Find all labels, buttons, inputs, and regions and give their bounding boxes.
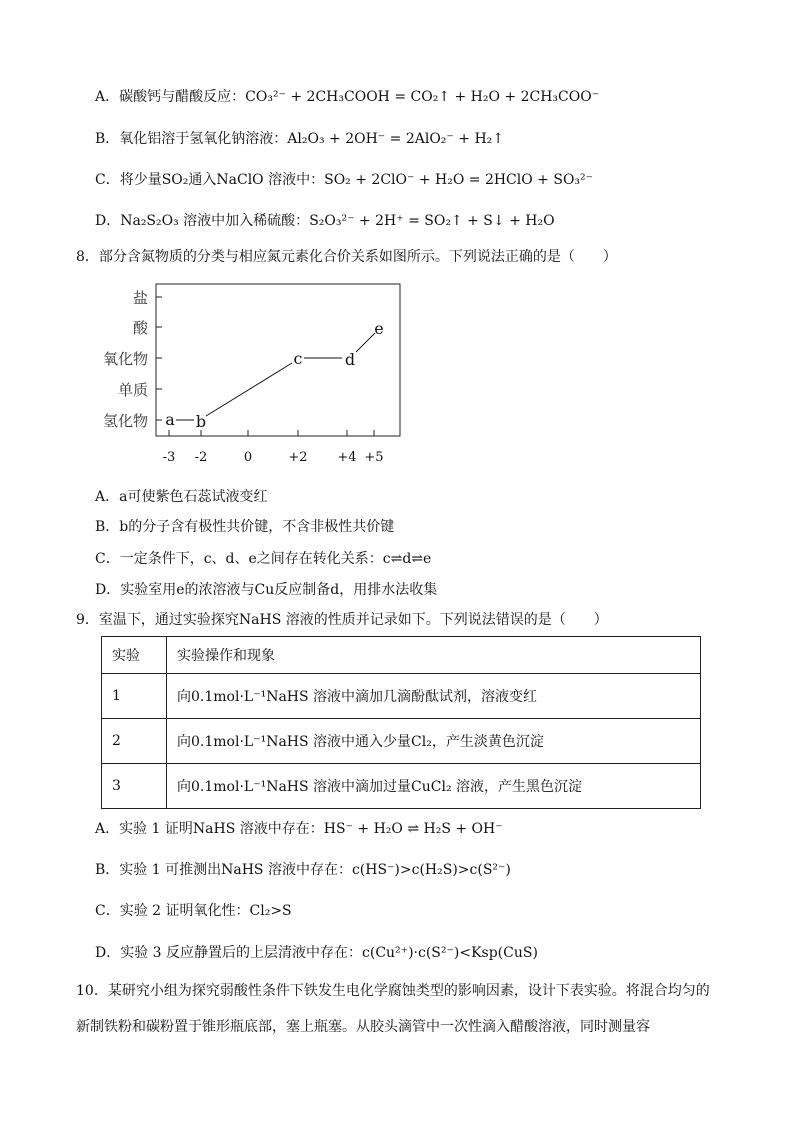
- q8-option-a: A．a可使紫色石蕊试液变红: [95, 489, 268, 505]
- q7-option-c-equation: SO₂ + 2ClO⁻ + H₂O = 2HClO + SO₃²⁻: [324, 172, 594, 188]
- table-row: [102, 719, 701, 764]
- q7-option-c: [95, 170, 593, 190]
- x-label-pos5: +5: [364, 450, 384, 465]
- table-header-row: [102, 637, 701, 674]
- y-label-element: 单质: [117, 381, 148, 399]
- q9-option-d: D．实验 3 反应静置后的上层清液中存在：c(Cu²⁺)·c(S²⁻)<Ksp(CuS): [95, 945, 538, 961]
- table-cell-operation: 向0.1mol·L⁻¹NaHS 溶液中滴加过量CuCl₂ 溶液，产生黑色沉淀: [167, 764, 701, 809]
- q7-option-d-label: D．Na₂S₂O₃ 溶液中加入稀硫酸：: [95, 213, 310, 229]
- line-b-c: [206, 363, 292, 416]
- q10-text: 10．某研究小组为探究弱酸性条件下铁发生电化学腐蚀类型的影响因素，设计下表实验。将混合均匀的新制铁粉和碳粉置于锥形瓶底部，塞上瓶塞。从胶头滴管中一次性滴入醋酸溶液，同时测量容: [76, 983, 710, 1035]
- x-label-neg2: -2: [194, 450, 208, 465]
- table-header-operation: 实验操作和现象: [167, 637, 701, 674]
- line-d-e: [356, 333, 375, 352]
- q7-option-b-label: B．氧化铝溶于氢氧化钠溶液：: [95, 131, 288, 147]
- q8-option-d: D．实验室用e的浓溶液与Cu反应制备d，用排水法收集: [95, 582, 438, 598]
- q9-option-b: B．实验 1 可推测出NaHS 溶液中存在：c(HS⁻)>c(H₂S)>c(S²⁻): [95, 862, 511, 878]
- q7-option-b: [95, 129, 504, 149]
- q7-option-c-label: C．将少量SO₂通入NaClO 溶液中：: [95, 172, 325, 188]
- y-label-hydride: 氢化物: [102, 412, 148, 430]
- table-cell-number: 2: [102, 719, 167, 764]
- table-row: [102, 764, 701, 809]
- q7-option-d: [95, 211, 555, 231]
- q9-option-a: A．实验 1 证明NaHS 溶液中存在：HS⁻ + H₂O ⇌ H₂S + OH⁻: [95, 821, 503, 837]
- q7-option-d-equation: S₂O₃²⁻ + 2H⁺ = SO₂↑ + S↓ + H₂O: [309, 213, 555, 229]
- table-cell-number: 3: [102, 764, 167, 809]
- table-cell-operation: 向0.1mol·L⁻¹NaHS 溶液中滴加几滴酚酞试剂，溶液变红: [167, 674, 701, 719]
- y-label-oxide: 氧化物: [102, 350, 148, 368]
- q7-option-a-label: A．碳酸钙与醋酸反应：: [95, 89, 246, 105]
- q8-valence-graph: [92, 280, 412, 470]
- point-b: b: [195, 412, 207, 431]
- y-label-acid: 酸: [132, 319, 148, 337]
- point-e: e: [374, 319, 384, 338]
- q8-option-b: B．b的分子含有极性共价键，不含非极性共价键: [95, 519, 395, 535]
- table-cell-number: 1: [102, 674, 167, 719]
- q9-experiment-table: [101, 636, 701, 809]
- q9-stem: 9．室温下，通过实验探究NaHS 溶液的性质并记录如下。下列说法错误的是（ ）: [76, 612, 608, 628]
- y-label-salt: 盐: [132, 289, 148, 307]
- table-cell-operation: 向0.1mol·L⁻¹NaHS 溶液中通入少量Cl₂，产生淡黄色沉淀: [167, 719, 701, 764]
- x-label-0: 0: [243, 450, 253, 465]
- q8-option-c: C．一定条件下，c、d、e之间存在转化关系：c⇌d⇌e: [95, 551, 432, 567]
- x-label-neg3: -3: [162, 450, 176, 465]
- q7-option-b-equation: Al₂O₃ + 2OH⁻ = 2AlO₂⁻ + H₂↑: [287, 131, 504, 147]
- x-label-pos4: +4: [337, 450, 357, 465]
- point-c: c: [293, 349, 303, 368]
- point-a: a: [165, 410, 175, 429]
- table-row: [102, 674, 701, 719]
- q9-option-c: C．实验 2 证明氧化性：Cl₂>S: [95, 903, 292, 919]
- q8-stem: 8．部分含氮物质的分类与相应氮元素化合价关系如图所示。下列说法正确的是（ ）: [76, 249, 617, 265]
- graph-frame: [156, 284, 400, 436]
- q7-option-a: [95, 87, 599, 107]
- table-header-experiment: 实验: [102, 637, 167, 674]
- x-label-pos2: +2: [288, 450, 308, 465]
- point-d: d: [344, 350, 356, 369]
- q7-option-a-equation: CO₃²⁻ + 2CH₃COOH = CO₂↑ + H₂O + 2CH₃COO⁻: [245, 89, 600, 105]
